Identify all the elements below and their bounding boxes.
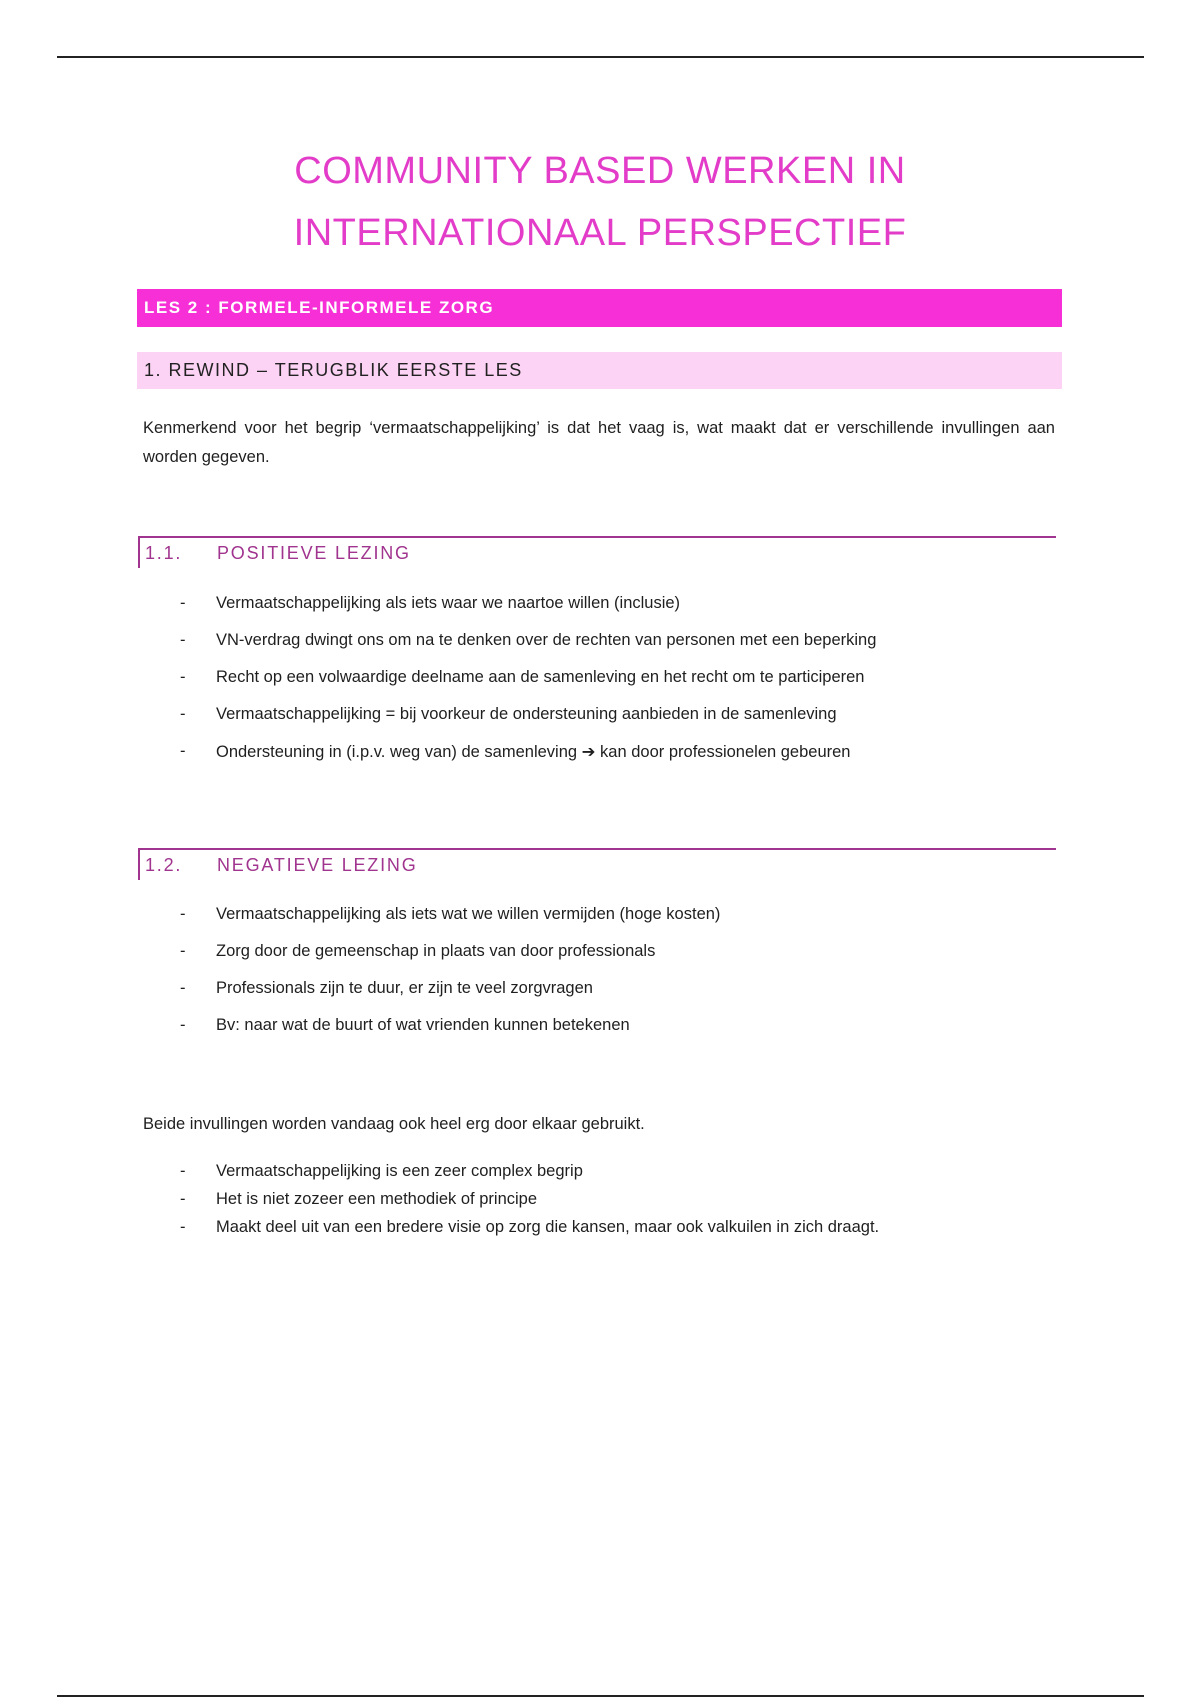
subheading-number: 1.1. (145, 543, 183, 563)
list-item: - Zorg door de gemeenschap in plaats van door professionals (180, 942, 656, 960)
title-line-2: INTERNATIONAAL PERSPECTIEF (293, 212, 907, 254)
bullet-marker: - (180, 631, 186, 649)
list-item: - Professionals zijn te duur, er zijn te veel zorgvragen (180, 979, 593, 997)
bullet-marker: - (180, 1016, 186, 1034)
bullet-marker: - (180, 1162, 186, 1180)
positive-bullet-list (0, 594, 1200, 779)
bullet-marker: - (180, 1190, 186, 1208)
list-item: - Ondersteuning in (i.p.v. weg van) de samenleving ➔ kan door professionelen gebeuren (180, 742, 851, 761)
conclusion-bullet-list (0, 1162, 1200, 1246)
list-item: - Vermaatschappelijking als iets waar we naartoe willen (inclusie) (180, 594, 681, 612)
bullet-marker: - (180, 742, 186, 760)
subheading-positive (138, 536, 1056, 568)
bullet-marker: - (180, 705, 186, 723)
lesson-banner: LES 2 : FORMELE-INFORMELE ZORG (137, 289, 1062, 327)
list-item: - Vermaatschappelijking = bij voorkeur de ondersteuning aanbieden in de samenleving (180, 705, 837, 723)
footer-rule (57, 1695, 1144, 1697)
section-heading-1: 1. REWIND – TERUGBLIK EERSTE LES (137, 352, 1062, 389)
subheading-title: POSITIEVE LEZING (217, 543, 411, 563)
bullet-marker: - (180, 594, 186, 612)
negative-bullet-list (0, 905, 1200, 1053)
bullet-marker: - (180, 942, 186, 960)
list-item: - Vermaatschappelijking is een zeer complex begrip (180, 1162, 583, 1180)
subheading-negative (138, 848, 1056, 880)
bullet-marker: - (180, 668, 186, 686)
list-item: - Maakt deel uit van een bredere visie op zorg die kansen, maar ook valkuilen in zich draagt. (180, 1218, 880, 1236)
title-line-1: COMMUNITY BASED WERKEN IN (294, 150, 906, 192)
bullet-marker: - (180, 979, 186, 997)
header-rule (57, 56, 1144, 58)
intro-paragraph: Kenmerkend voor het begrip ‘vermaatschappelijking’ is dat het vaag is, wat maakt dat er verschillende invullingen aan worden gegeven. (143, 419, 1055, 466)
list-item: - Het is niet zozeer een methodiek of principe (180, 1190, 538, 1208)
subheading-title: NEGATIEVE LEZING (217, 855, 418, 875)
subheading-number: 1.2. (145, 855, 183, 875)
list-item: - Bv: naar wat de buurt of wat vrienden kunnen betekenen (180, 1016, 630, 1034)
conclusion-paragraph: Beide invullingen worden vandaag ook heel erg door elkaar gebruikt. (143, 1115, 645, 1133)
bullet-marker: - (180, 1218, 186, 1236)
document-title (0, 140, 1200, 264)
list-item: - Vermaatschappelijking als iets wat we willen vermijden (hoge kosten) (180, 905, 721, 923)
list-item: - Recht op een volwaardige deelname aan de samenleving en het recht om te participeren (180, 668, 865, 686)
bullet-marker: - (180, 905, 186, 923)
list-item: - VN-verdrag dwingt ons om na te denken over de rechten van personen met een beperking (180, 631, 877, 649)
